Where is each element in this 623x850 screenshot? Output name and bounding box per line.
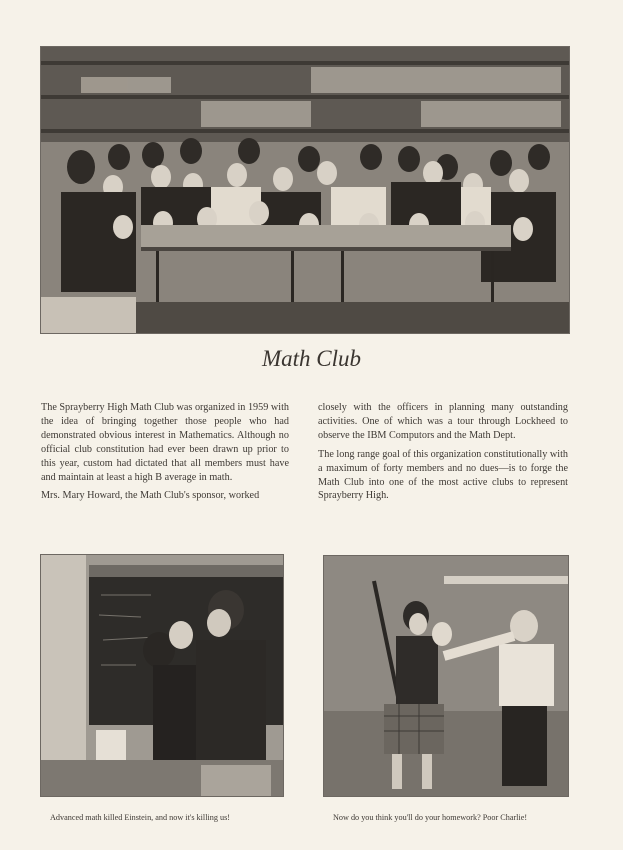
- photo-caption-left: Advanced math killed Einstein, and now it's killing us!: [50, 813, 230, 822]
- group-photo: [41, 47, 569, 333]
- article-paragraph: The long range goal of this organization constitutionally with a maximum of forty members and no dues—is to forge the Math Club into one of the most active clubs to represent Sprayberry High.: [318, 448, 568, 502]
- page-title: Math Club: [261, 346, 362, 371]
- photo-caption-right: Now do you think you'll do your homework? Poor Charlie!: [333, 813, 528, 822]
- article-column-right: [318, 401, 568, 508]
- hallway-photo-image: [324, 556, 568, 796]
- chalkboard-photo-image: [41, 555, 283, 796]
- group-photo-image: [41, 47, 569, 333]
- article-column-left: [41, 401, 289, 508]
- chalkboard-photo: [41, 555, 283, 796]
- article-paragraph: Mrs. Mary Howard, the Math Club's sponsor, worked: [41, 490, 260, 502]
- article-paragraph: The Sprayberry High Math Club was organized in 1959 with the idea of bringing together those people who had demonstrated obvious interest in Mathematics. Although no official club constitution had ever been drawn up prior to this year, custom had dictated that all members must have and maintain at least a high B average in math.: [41, 402, 289, 483]
- hallway-photo: [324, 556, 568, 796]
- article-paragraph: closely with the officers in planning many outstanding activities. One of which was a tour through Lockheed to observe the IBM Computors and the Math Dept.: [318, 402, 568, 441]
